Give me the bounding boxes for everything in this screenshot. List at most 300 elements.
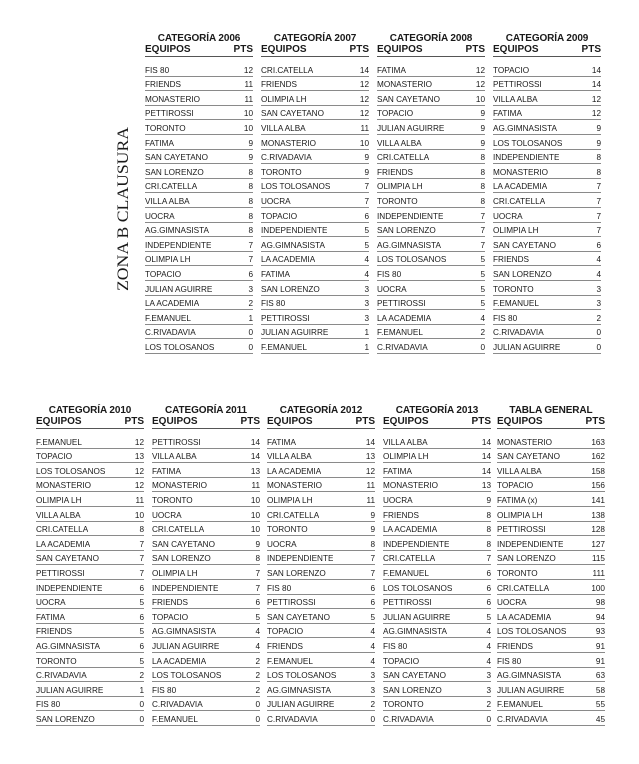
team-points: 7 [370, 568, 375, 578]
header-team: EQUIPOS [383, 416, 429, 427]
team-points: 4 [255, 627, 260, 637]
team-name: LOS TOLOSANOS [497, 627, 567, 637]
team-name: MONASTERIO [145, 94, 201, 104]
team-name: JULIAN AGUIRRE [377, 123, 445, 133]
table-row [145, 339, 253, 354]
header-team: EQUIPOS [261, 44, 307, 55]
table-row [383, 551, 491, 566]
team-points: 10 [250, 510, 260, 520]
team-points: 127 [591, 539, 605, 549]
standings-table-6 [152, 405, 260, 726]
team-name: INDEPENDIENTE [145, 240, 212, 250]
team-points: 5 [255, 612, 260, 622]
table-row [377, 296, 485, 311]
header-points: PTS [355, 416, 375, 427]
table-row [497, 624, 605, 639]
team-points: 94 [595, 612, 605, 622]
table-header [267, 416, 375, 429]
table-row [377, 237, 485, 252]
table-row [497, 463, 605, 478]
team-name: PETTIROSSI [383, 598, 432, 608]
team-name: LOS TOLOSANOS [267, 671, 337, 681]
team-points: 8 [248, 196, 253, 206]
table-row [152, 711, 260, 726]
team-name: FIS 80 [493, 313, 518, 323]
team-name: SAN LORENZO [261, 284, 320, 294]
table-row [36, 507, 144, 522]
table-row [261, 339, 369, 354]
team-points: 3 [370, 685, 375, 695]
team-name: UOCRA [497, 598, 527, 608]
table-row [493, 120, 601, 135]
team-name: PETTIROSSI [152, 437, 201, 447]
team-points: 12 [359, 109, 369, 119]
team-name: JULIAN AGUIRRE [36, 685, 104, 695]
team-points: 6 [486, 583, 491, 593]
table-row [36, 682, 144, 697]
table-row [152, 536, 260, 551]
table-row [497, 595, 605, 610]
team-points: 14 [250, 437, 260, 447]
table-row [152, 580, 260, 595]
team-name: VILLA ALBA [377, 138, 422, 148]
team-points: 5 [486, 612, 491, 622]
table-row [145, 77, 253, 92]
team-points: 12 [365, 466, 375, 476]
team-points: 4 [596, 269, 601, 279]
table-row [493, 223, 601, 238]
team-points: 12 [134, 466, 144, 476]
table-row [383, 492, 491, 507]
team-points: 11 [244, 80, 253, 90]
team-name: VILLA ALBA [261, 123, 306, 133]
table-row [383, 565, 491, 580]
team-points: 7 [480, 226, 485, 236]
team-points: 14 [250, 452, 260, 462]
table-row [493, 62, 601, 77]
table-row [145, 91, 253, 106]
table-row [493, 281, 601, 296]
team-name: FIS 80 [383, 641, 408, 651]
team-points: 12 [243, 65, 253, 75]
team-points: 8 [248, 211, 253, 221]
table-row [145, 193, 253, 208]
table-row [377, 281, 485, 296]
table-title: CATEGORÍA 2008 [389, 33, 473, 44]
team-name: INDEPENDIENTE [493, 153, 560, 163]
team-points: 5 [370, 612, 375, 622]
team-name: MONASTERIO [152, 481, 208, 491]
team-name: FIS 80 [36, 700, 61, 710]
team-name: UOCRA [383, 495, 413, 505]
team-points: 9 [480, 138, 485, 148]
team-name: FRIENDS [152, 598, 188, 608]
team-points: 6 [486, 568, 491, 578]
team-name: INDEPENDIENTE [261, 226, 328, 236]
team-points: 6 [139, 583, 144, 593]
team-points: 7 [596, 211, 601, 221]
table-row [145, 223, 253, 238]
table-row [493, 237, 601, 252]
team-name: C.RIVADAVIA [267, 714, 318, 724]
team-points: 9 [480, 109, 485, 119]
team-name: CRI.CATELLA [261, 65, 314, 75]
team-name: FIS 80 [145, 65, 170, 75]
team-name: FATIMA [36, 612, 65, 622]
team-points: 3 [364, 313, 369, 323]
team-points: 4 [364, 269, 369, 279]
team-name: C.RIVADAVIA [383, 714, 434, 724]
team-points: 2 [596, 313, 601, 323]
team-name: PETTIROSSI [36, 568, 85, 578]
team-points: 55 [595, 700, 605, 710]
table-row [493, 193, 601, 208]
team-name: VILLA ALBA [36, 510, 81, 520]
team-name: C.RIVADAVIA [36, 671, 87, 681]
team-points: 4 [370, 656, 375, 666]
table-row [152, 463, 260, 478]
table-row [267, 478, 375, 493]
standings-table-4 [493, 33, 601, 354]
table-row [145, 252, 253, 267]
team-points: 6 [370, 583, 375, 593]
table-row [145, 62, 253, 77]
team-name: TOPACIO [497, 481, 534, 491]
table-row [36, 653, 144, 668]
header-team: EQUIPOS [377, 44, 423, 55]
team-points: 1 [248, 313, 253, 323]
team-name: AG.GIMNASISTA [497, 671, 561, 681]
team-points: 2 [486, 700, 491, 710]
table-row [377, 150, 485, 165]
team-name: UOCRA [261, 196, 291, 206]
team-points: 9 [596, 138, 601, 148]
team-points: 2 [255, 656, 260, 666]
team-name: FATIMA [145, 138, 174, 148]
zona-title-text: ZONA B CLAUSURA [115, 142, 132, 291]
table-row [267, 536, 375, 551]
team-name: OLIMPIA LH [267, 495, 313, 505]
team-name: CRI.CATELLA [152, 525, 205, 535]
team-points: 6 [255, 598, 260, 608]
table-row [497, 492, 605, 507]
team-name: FRIENDS [145, 80, 181, 90]
team-name: AG.GIMNASISTA [493, 123, 557, 133]
table-row [383, 595, 491, 610]
table-row [152, 565, 260, 580]
team-name: MONASTERIO [377, 80, 433, 90]
table-header [152, 416, 260, 429]
team-name: LOS TOLOSANOS [261, 182, 331, 192]
table-row [36, 536, 144, 551]
table-row [152, 609, 260, 624]
table-header [261, 44, 369, 57]
team-points: 12 [475, 65, 485, 75]
team-points: 12 [359, 94, 369, 104]
team-name: AG.GIMNASISTA [145, 226, 209, 236]
team-name: SAN LORENZO [267, 568, 326, 578]
header-points: PTS [124, 416, 144, 427]
team-points: 111 [592, 568, 605, 578]
team-points: 4 [370, 641, 375, 651]
team-name: OLIMPIA LH [36, 495, 82, 505]
team-points: 91 [595, 656, 605, 666]
team-points: 13 [134, 452, 144, 462]
team-points: 5 [480, 269, 485, 279]
team-points: 7 [364, 182, 369, 192]
team-points: 10 [134, 510, 144, 520]
team-points: 63 [595, 671, 605, 681]
team-points: 8 [480, 196, 485, 206]
table-row [267, 580, 375, 595]
standings-table-8 [383, 405, 491, 726]
team-name: FATIMA [383, 466, 412, 476]
team-points: 9 [248, 138, 253, 148]
table-row [145, 164, 253, 179]
table-title: CATEGORÍA 2011 [165, 405, 247, 416]
table-row [152, 624, 260, 639]
team-points: 5 [139, 598, 144, 608]
team-name: PETTIROSSI [493, 80, 542, 90]
team-name: LA ACADEMIA [493, 182, 548, 192]
team-points: 1 [364, 328, 369, 338]
team-points: 10 [243, 123, 253, 133]
team-name: CRI.CATELLA [497, 583, 550, 593]
team-name: INDEPENDIENTE [152, 583, 219, 593]
table-row [152, 449, 260, 464]
table-row [497, 536, 605, 551]
team-points: 162 [591, 452, 605, 462]
team-points: 1 [139, 685, 144, 695]
team-points: 14 [591, 65, 601, 75]
table-title: CATEGORÍA 2007 [273, 33, 357, 44]
team-points: 2 [255, 671, 260, 681]
table-row [36, 580, 144, 595]
table-row [383, 682, 491, 697]
team-points: 58 [595, 685, 605, 695]
team-name: TOPACIO [493, 65, 530, 75]
table-title: TABLA GENERAL [509, 405, 593, 416]
table-row [493, 339, 601, 354]
table-row [267, 434, 375, 449]
team-name: TOPACIO [261, 211, 298, 221]
team-name: UOCRA [145, 211, 175, 221]
table-row [145, 266, 253, 281]
team-name: FIS 80 [267, 583, 292, 593]
team-points: 9 [364, 167, 369, 177]
team-points: 10 [243, 109, 253, 119]
table-row [152, 522, 260, 537]
team-points: 8 [248, 182, 253, 192]
team-name: MONASTERIO [261, 138, 317, 148]
team-points: 138 [591, 510, 605, 520]
header-team: EQUIPOS [36, 416, 82, 427]
team-name: TORONTO [145, 123, 186, 133]
table-row [497, 565, 605, 580]
header-points: PTS [465, 44, 485, 55]
table-row [36, 595, 144, 610]
zona-title-svg [104, 126, 138, 292]
team-points: 11 [366, 481, 375, 491]
team-name: FIS 80 [497, 656, 522, 666]
header-team: EQUIPOS [497, 416, 543, 427]
team-name: CRI.CATELLA [377, 153, 430, 163]
team-points: 5 [364, 240, 369, 250]
team-points: 14 [359, 65, 369, 75]
table-row [261, 296, 369, 311]
team-points: 12 [475, 80, 485, 90]
team-points: 9 [370, 525, 375, 535]
team-name: OLIMPIA LH [261, 94, 307, 104]
table-row [383, 580, 491, 595]
header-team: EQUIPOS [267, 416, 313, 427]
team-name: FATIMA [493, 109, 522, 119]
team-name: UOCRA [267, 539, 297, 549]
team-points: 9 [370, 510, 375, 520]
team-name: SAN LORENZO [377, 226, 436, 236]
team-name: AG.GIMNASISTA [267, 685, 331, 695]
team-points: 8 [255, 554, 260, 564]
team-name: SAN CAYETANO [267, 612, 330, 622]
team-points: 8 [486, 539, 491, 549]
header-team: EQUIPOS [493, 44, 539, 55]
header-team: EQUIPOS [152, 416, 198, 427]
table-row [493, 266, 601, 281]
table-row [493, 164, 601, 179]
team-points: 8 [486, 510, 491, 520]
team-name: FRIENDS [267, 641, 303, 651]
team-name: TOPACIO [36, 452, 73, 462]
team-name: SAN CAYETANO [261, 109, 324, 119]
table-row [36, 668, 144, 683]
table-row [497, 682, 605, 697]
team-points: 100 [591, 583, 605, 593]
team-name: FATIMA (x) [497, 495, 538, 505]
table-row [497, 609, 605, 624]
table-title: CATEGORÍA 2006 [157, 33, 241, 44]
table-row [493, 208, 601, 223]
table-row [267, 551, 375, 566]
team-name: AG.GIMNASISTA [152, 627, 216, 637]
team-name: SAN LORENZO [493, 269, 552, 279]
team-name: PETTIROSSI [497, 525, 546, 535]
team-points: 9 [596, 123, 601, 133]
team-points: 1 [364, 342, 369, 352]
team-name: MONASTERIO [36, 481, 92, 491]
team-points: 0 [486, 714, 491, 724]
table-row [36, 697, 144, 712]
team-name: VILLA ALBA [152, 452, 197, 462]
team-name: PETTIROSSI [145, 109, 194, 119]
team-name: LA ACADEMIA [377, 313, 432, 323]
team-name: FIS 80 [261, 299, 286, 309]
team-points: 7 [248, 255, 253, 265]
team-name: OLIMPIA LH [377, 182, 423, 192]
team-name: SAN LORENZO [145, 167, 204, 177]
table-row [383, 434, 491, 449]
team-points: 5 [480, 255, 485, 265]
table-row [497, 551, 605, 566]
team-name: JULIAN AGUIRRE [497, 685, 565, 695]
team-name: LOS TOLOSANOS [383, 583, 453, 593]
table-row [261, 237, 369, 252]
team-name: LOS TOLOSANOS [145, 342, 215, 352]
team-points: 8 [248, 226, 253, 236]
table-row [377, 193, 485, 208]
team-name: JULIAN AGUIRRE [152, 641, 220, 651]
team-name: LA ACADEMIA [267, 466, 322, 476]
table-row [497, 697, 605, 712]
team-points: 14 [365, 437, 375, 447]
team-name: C.RIVADAVIA [145, 328, 196, 338]
team-name: CRI.CATELLA [493, 196, 546, 206]
team-points: 8 [248, 167, 253, 177]
table-row [36, 463, 144, 478]
table-row [497, 449, 605, 464]
team-points: 9 [248, 153, 253, 163]
table-row [261, 281, 369, 296]
header-points: PTS [581, 44, 601, 55]
team-name: TORONTO [152, 495, 193, 505]
table-row [383, 624, 491, 639]
team-name: CRI.CATELLA [383, 554, 436, 564]
team-points: 3 [596, 299, 601, 309]
team-name: F.EMANUEL [36, 437, 82, 447]
table-header [377, 44, 485, 57]
team-points: 7 [480, 240, 485, 250]
team-points: 158 [591, 466, 605, 476]
team-name: PETTIROSSI [267, 598, 316, 608]
team-points: 6 [596, 240, 601, 250]
team-points: 0 [596, 342, 601, 352]
table-row [261, 91, 369, 106]
team-name: F.EMANUEL [145, 313, 191, 323]
team-points: 11 [244, 94, 253, 104]
table-row [383, 668, 491, 683]
team-name: TOPACIO [152, 612, 189, 622]
table-header [493, 44, 601, 57]
team-name: TORONTO [36, 656, 77, 666]
standings-table-7 [267, 405, 375, 726]
team-points: 5 [480, 284, 485, 294]
table-row [377, 252, 485, 267]
team-points: 9 [486, 495, 491, 505]
table-row [383, 449, 491, 464]
team-points: 7 [255, 583, 260, 593]
team-points: 14 [481, 437, 491, 447]
team-name: JULIAN AGUIRRE [261, 328, 329, 338]
team-points: 3 [370, 671, 375, 681]
team-name: F.EMANUEL [152, 714, 198, 724]
table-row [383, 478, 491, 493]
team-name: F.EMANUEL [493, 299, 539, 309]
table-row [267, 609, 375, 624]
team-name: FATIMA [267, 437, 296, 447]
team-name: LOS TOLOSANOS [377, 255, 447, 265]
team-name: F.EMANUEL [267, 656, 313, 666]
team-name: MONASTERIO [497, 437, 553, 447]
team-points: 98 [595, 598, 605, 608]
team-points: 5 [364, 226, 369, 236]
team-name: FATIMA [377, 65, 406, 75]
team-points: 9 [255, 539, 260, 549]
header-team: EQUIPOS [145, 44, 191, 55]
team-points: 10 [475, 94, 485, 104]
team-points: 2 [255, 685, 260, 695]
team-points: 91 [595, 641, 605, 651]
team-points: 11 [360, 123, 369, 133]
table-row [497, 507, 605, 522]
